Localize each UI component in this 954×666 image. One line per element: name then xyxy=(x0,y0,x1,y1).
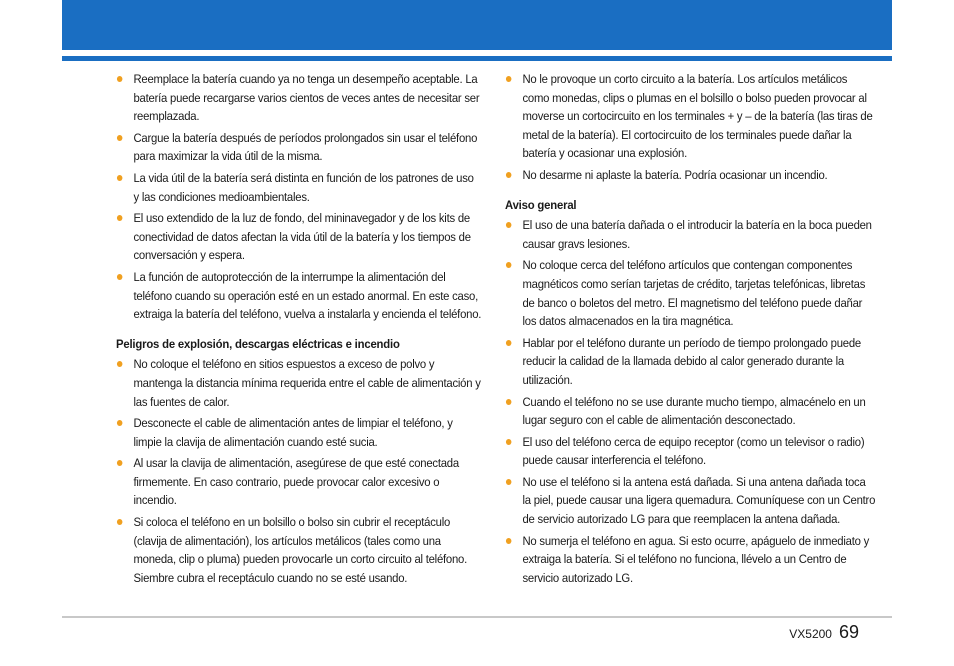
list-item: Al usar la clavija de alimentación, asegúrese de que esté conectada firmemente. En caso contrario, puede provocar calor excesivo o incendio. xyxy=(116,454,481,510)
bullet-icon xyxy=(117,420,123,426)
page-number: 69 xyxy=(838,622,859,642)
bullet-icon xyxy=(506,262,512,268)
section-heading-explosion: Peligros de explosión, descargas eléctricas e incendio xyxy=(116,336,400,351)
bullet-icon xyxy=(506,439,512,445)
bullet-icon xyxy=(506,222,512,228)
bullet-icon xyxy=(117,361,123,367)
left-column xyxy=(116,70,482,590)
list-item: El uso de una batería dañada o el introducir la batería en la boca pueden causar gravs lesiones. xyxy=(505,216,875,253)
bullet-icon xyxy=(117,519,123,525)
list-item: Cuando el teléfono no se use durante mucho tiempo, almacénelo en un lugar seguro con el cable de alimentación desconectado. xyxy=(505,393,875,430)
bullet-icon xyxy=(506,76,512,82)
list-item: La función de autoprotección de la interrumpe la alimentación del teléfono cuando su operación esté en un estado anormal. En este caso, extraiga la batería del teléfono, vuelva a instalarla y encienda el teléfono. xyxy=(116,268,481,324)
bullet-icon xyxy=(506,340,512,346)
list-item: Si coloca el teléfono en un bolsillo o bolso sin cubrir el receptáculo (clavija de alimentación), los artículos metálicos (tales como una moneda, clip o pluma) pueden provocarle un corto circuito al teléfono. Siembre cubra el receptáculo cuando no se esté usando. xyxy=(116,513,481,587)
bullet-icon xyxy=(117,215,123,221)
model-label: VX5200 xyxy=(789,627,832,641)
bullet-icon xyxy=(506,479,512,485)
list-item: Desconecte el cable de alimentación antes de limpiar el teléfono, y limpie la clavija de alimentación cuando esté sucia. xyxy=(116,414,481,451)
list-item: No desarme ni aplaste la batería. Podría ocasionar un incendio. xyxy=(505,166,875,185)
right-column xyxy=(505,70,876,590)
footer-rule xyxy=(62,616,892,618)
bullet-icon xyxy=(117,274,123,280)
list-item: No sumerja el teléfono en agua. Si esto ocurre, apáguelo de inmediato y extraiga la batería. Si el teléfono no funciona, llévelo a un Centro de servicio autorizado LG. xyxy=(505,532,875,588)
list-item: Reemplace la batería cuando ya no tenga un desempeño aceptable. La batería puede recargarse varios cientos de veces antes de necesitar ser reemplazada. xyxy=(116,70,481,126)
list-item: Cargue la batería después de períodos prolongados sin usar el teléfono para maximizar la vida útil de la misma. xyxy=(116,129,481,166)
list-item: No coloque cerca del teléfono artículos que contengan componentes magnéticos como serían tarjetas de crédito, tarjetas telefónicas, libretas de banco o boletos del metro. El magnetismo del teléfono puede dañar los datos almacenados en la tira magnética. xyxy=(505,256,875,330)
bullet-icon xyxy=(117,460,123,466)
section-heading-general: Aviso general xyxy=(505,197,577,212)
list-item: No le provoque un corto circuito a la batería. Los artículos metálicos como monedas, clips o plumas en el bolsillo o bolso pueden provocar al moverse un cortocircuito en los terminales + y – de la batería (las tiras de metal de la batería). El cortocircuito de los terminales puede dañar la batería y ocasionar una explosión. xyxy=(505,70,875,163)
list-item: Hablar por el teléfono durante un período de tiempo prolongado puede reducir la calidad de la llamada debido al calor generado durante la utilización. xyxy=(505,334,875,390)
list-item: El uso extendido de la luz de fondo, del mininavegador y de los kits de conectividad de datos afectan la vida útil de la batería y los tiempos de conversación y espera. xyxy=(116,209,481,265)
page-footer xyxy=(789,622,859,643)
bullet-icon xyxy=(506,172,512,178)
bullet-icon xyxy=(506,399,512,405)
bullet-icon xyxy=(506,538,512,544)
bullet-icon xyxy=(117,175,123,181)
header-banner xyxy=(62,0,892,50)
list-item: El uso del teléfono cerca de equipo receptor (como un televisor o radio) puede causar interferencia el teléfono. xyxy=(505,433,875,470)
list-item: No use el teléfono si la antena está dañada. Si una antena dañada toca la piel, puede causar una ligera quemadura. Comuníquese con un Centro de servicio autorizado LG para que reemplacen la antena dañada. xyxy=(505,473,875,529)
bullet-icon xyxy=(117,76,123,82)
list-item: No coloque el teléfono en sitios espuestos a exceso de polvo y mantenga la distancia mínima requerida entre el cable de alimentación y las fuentes de calor. xyxy=(116,355,481,411)
bullet-icon xyxy=(117,135,123,141)
list-item: La vida útil de la batería será distinta en función de los patrones de uso y las condiciones medioambientales. xyxy=(116,169,481,206)
header-rule xyxy=(62,56,892,61)
